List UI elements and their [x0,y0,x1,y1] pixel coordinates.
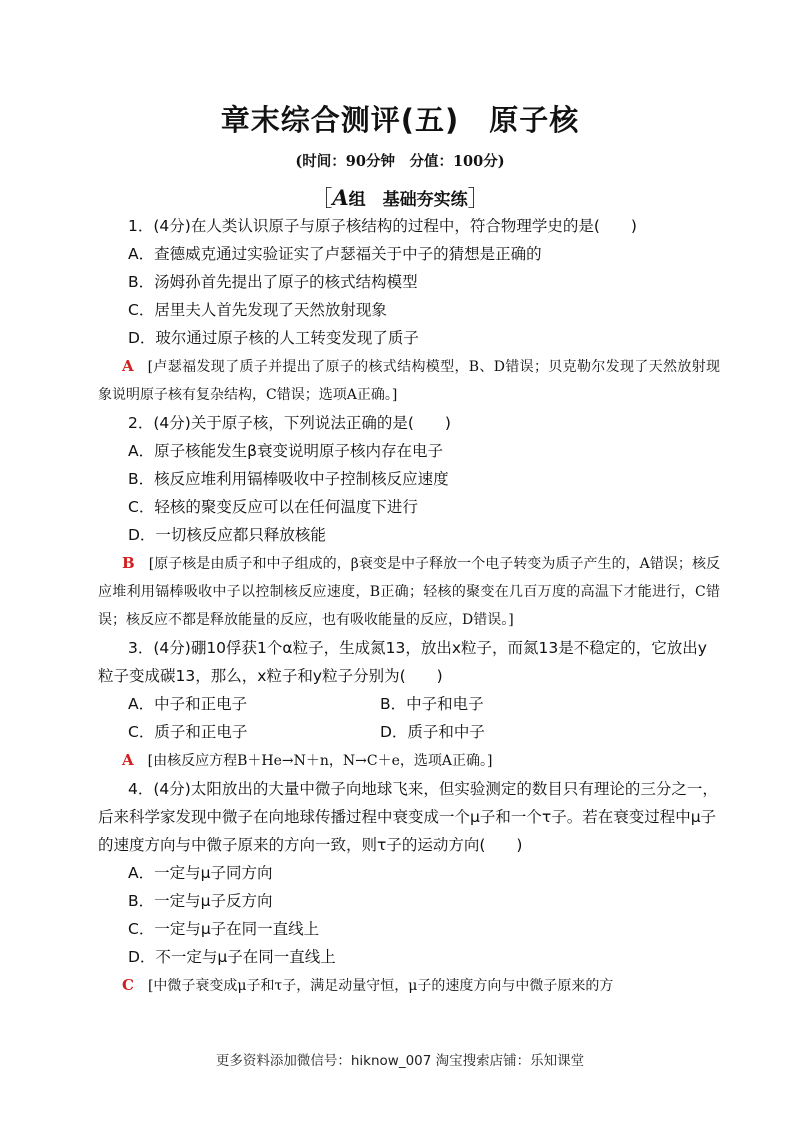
question-3-option-d: D．质子和中子 [380,723,485,741]
question-1-option-d: D．玻尔通过原子核的人工转变发现了质子 [128,329,419,347]
question-4-option-b: B．一定与μ子反方向 [128,892,273,910]
question-2-answer-letter: B [122,554,135,572]
question-4-option-c: C．一定与μ子在同一直线上 [128,920,320,938]
question-2-option-b: B．核反应堆利用镉棒吸收中子控制核反应速度 [128,470,449,488]
title-sub: 原子核 [489,103,580,137]
question-4-answer [98,971,720,1000]
question-4-stem: 4．(4分)太阳放出的大量中微子向地球飞来，但实验测定的数目只有理论的三分之一，后来科学家发现中微子在向地球传播过程中衰变成一个μ子和一个τ子。若在衰变过程中μ子的速度方向与中微子原来的方向一致，则τ子的运动方向( ) [98,780,718,854]
question-4-option-a: A．一定与μ子同方向 [128,864,273,882]
question-1-option-a: A．查德威克通过实验证实了卢瑟福关于中子的猜想是正确的 [128,245,542,263]
question-2-answer [98,549,720,634]
question-3-option-c: C．质子和正电子 [128,723,248,741]
question-1-answer-letter: A [122,357,134,375]
question-1-explanation: [卢瑟福发现了质子并提出了原子的核式结构模型，B、D错误；贝克勒尔发现了天然放射现象说明原子核有复杂结构，C错误；选项A正确。] [98,359,720,403]
group-heading [0,181,800,212]
group-letter: A [332,185,349,210]
right-bracket-icon: ］ [467,187,490,212]
group-label: 组 基础夯实练 [348,190,468,210]
question-2-option-a: A．原子核能发生β衰变说明原子核内存在电子 [128,442,443,460]
question-3-option-a: A．中子和正电子 [128,695,248,713]
question-4-explanation: [中微子衰变成μ子和τ子，满足动量守恒，μ子的速度方向与中微子原来的方 [147,978,614,994]
question-4-option-d: D．不一定与μ子在同一直线上 [128,948,336,966]
questions-section [98,212,720,1000]
question-1-option-c: C．居里夫人首先发现了天然放射现象 [128,301,387,319]
question-1-option-b: B．汤姆孙首先提出了原子的核式结构模型 [128,273,418,291]
question-3-answer [98,746,720,775]
question-3-stem: 3．(4分)硼10俘获1个α粒子，生成氮13，放出x粒子，而氮13是不稳定的，它放出y粒子变成碳13，那么，x粒子和y粒子分别为( ) [98,639,707,685]
footer-text: 更多资料添加微信号：hiknow_007 淘宝搜索店铺：乐知课堂 [215,1053,585,1069]
question-4-answer-letter: C [122,976,134,994]
left-bracket-icon: ［ [310,187,333,212]
question-1-answer [98,352,720,409]
question-3-options-row-1 [98,690,720,718]
question-3-option-b: B．中子和电子 [380,695,484,713]
title-main: 章末综合测评(五) [220,103,460,137]
question-1-stem: 1．(4分)在人类认识原子与原子核结构的过程中，符合物理学史的是( ) [128,217,637,235]
question-3-answer-letter: A [122,751,134,769]
question-2-option-d: D．一切核反应都只释放核能 [128,526,326,544]
question-2-option-c: C．轻核的聚变反应可以在任何温度下进行 [128,498,418,516]
question-3-explanation: [由核反应方程B＋He→N＋n，N→C＋e，选项A正确。] [147,753,493,769]
question-2-stem: 2．(4分)关于原子核，下列说法正确的是( ) [128,414,451,432]
time-info: (时间：90分钟 分值：100分) [295,153,505,170]
question-2-explanation: [原子核是由质子和中子组成的，β衰变是中子释放一个电子转变为质子产生的，A错误；核反应堆利用镉棒吸收中子以控制核反应速度，B正确；轻核的聚变在几百万度的高温下才能进行，C错误；核反应不都是释放能量的反应，也有吸收能量的反应，D错误。] [98,556,720,628]
question-3-options-row-2 [98,718,720,746]
page-title [0,98,800,139]
